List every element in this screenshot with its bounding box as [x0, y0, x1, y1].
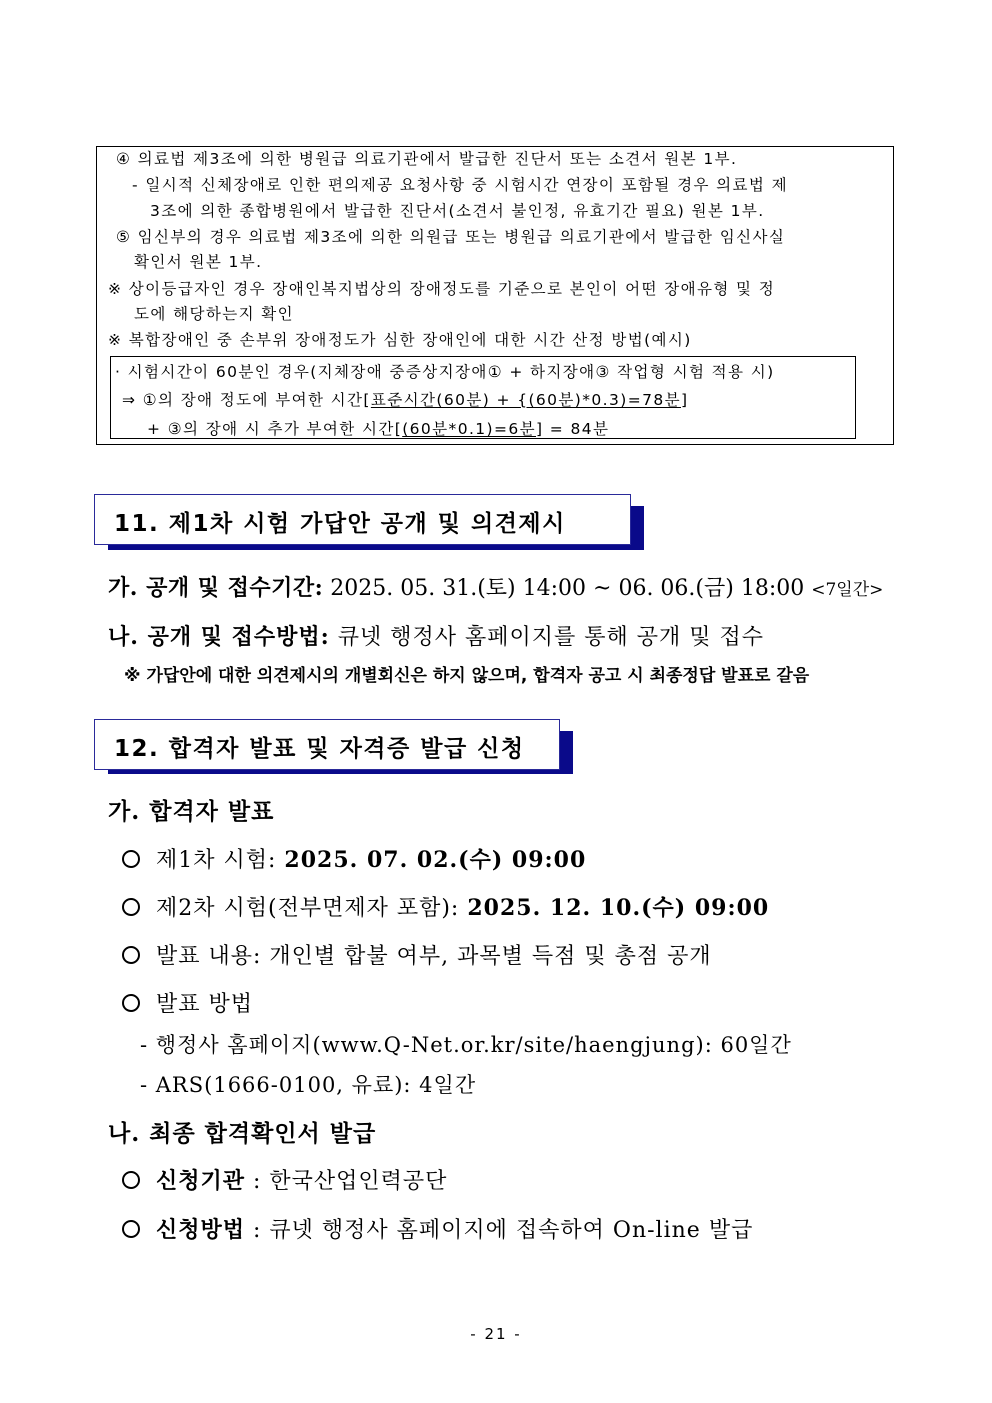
requirement-item-4: ④ 의료법 제3조에 의한 병원급 의료기관에서 발급한 진단서 또는 소견서 원본 1부. — [116, 150, 738, 168]
example-line-1: · 시험시간이 60분인 경우(지체장애 중증상지장애① + 하지장애③ 작업형 시험 적용 시) — [115, 363, 775, 381]
example-line-3: + ③의 장애 시 추가 부여한 시간[(60분*0.1)=6분] = 84분 — [147, 420, 610, 438]
requirement-subitem: - 일시적 신체장애로 인한 편의제공 요청사항 중 시험시간 연장이 포함될 경우 의료법 제 — [132, 176, 788, 194]
section-11-item-b: 나. 공개 및 접수방법: 큐넷 행정사 홈페이지를 통해 공개 및 접수 — [108, 624, 765, 650]
section-12-title: 12. 합격자 발표 및 자격증 발급 신청 — [114, 736, 525, 762]
note-multiple-disability: ※ 복합장애인 중 손부위 장애정도가 심한 장애인에 대한 시간 산정 방법(예시) — [108, 331, 692, 349]
note-disability-grade: ※ 상이등급자인 경우 장애인복지법상의 장애정도를 기준으로 본인이 어떤 장애유형 및 정 — [108, 280, 776, 298]
note-disability-grade-cont: 도에 해당하는지 확인 — [134, 305, 295, 323]
section-11-note: ※ 가답안에 대한 의견제시의 개별회신은 하지 않으며, 합격자 공고 시 최종정답 발표로 갈음 — [124, 666, 810, 686]
section-12-sub-a: 가. 합격자 발표 — [108, 798, 275, 825]
requirement-item-5-cont: 확인서 원본 1부. — [134, 253, 263, 271]
circle-bullet-icon — [122, 1220, 140, 1238]
circle-bullet-icon — [122, 1171, 140, 1189]
circle-bullet-icon — [122, 850, 140, 868]
circle-bullet-icon — [122, 898, 140, 916]
section-11-title: 11. 제1차 시험 가답안 공개 및 의견제시 — [114, 511, 566, 537]
page-number: - 21 - — [470, 1325, 522, 1343]
announce-item-2: 제2차 시험(전부면제자 포함): 2025. 12. 10.(수) 09:00 — [122, 891, 769, 922]
circle-bullet-icon — [122, 994, 140, 1012]
issue-item-agency: 신청기관 : 한국산업인력공단 — [122, 1164, 447, 1195]
requirement-item-5: ⑤ 임신부의 경우 의료법 제3조에 의한 의원급 또는 병원급 의료기관에서 발급한 임신사실 — [116, 228, 786, 246]
announce-item-4: 발표 방법 — [122, 987, 253, 1018]
circle-bullet-icon — [122, 946, 140, 964]
method-line-ars: - ARS(1666-0100, 유료): 4일간 — [140, 1073, 477, 1097]
issue-item-method: 신청방법 : 큐넷 행정사 홈페이지에 접속하여 On-line 발급 — [122, 1213, 753, 1244]
method-line-homepage: - 행정사 홈페이지(www.Q-Net.or.kr/site/haengjung): 60일간 — [140, 1033, 792, 1057]
section-11-item-a: 가. 공개 및 접수기간: 2025. 05. 31.(토) 14:00 ~ 06. 06.(금) 18:00 <7일간> — [108, 575, 884, 601]
example-line-2: ⇒ ①의 장애 정도에 부여한 시간[표준시간(60분) + {(60분)*0.3)=78분] — [122, 391, 689, 409]
requirement-subitem-cont: 3조에 의한 종합병원에서 발급한 진단서(소견서 불인정, 유효기간 필요) 원본 1부. — [150, 202, 765, 220]
announce-item-1: 제1차 시험: 2025. 07. 02.(수) 09:00 — [122, 843, 586, 874]
announce-item-3: 발표 내용: 개인별 합불 여부, 과목별 득점 및 총점 공개 — [122, 939, 712, 970]
section-12-sub-b: 나. 최종 합격확인서 발급 — [108, 1120, 377, 1147]
